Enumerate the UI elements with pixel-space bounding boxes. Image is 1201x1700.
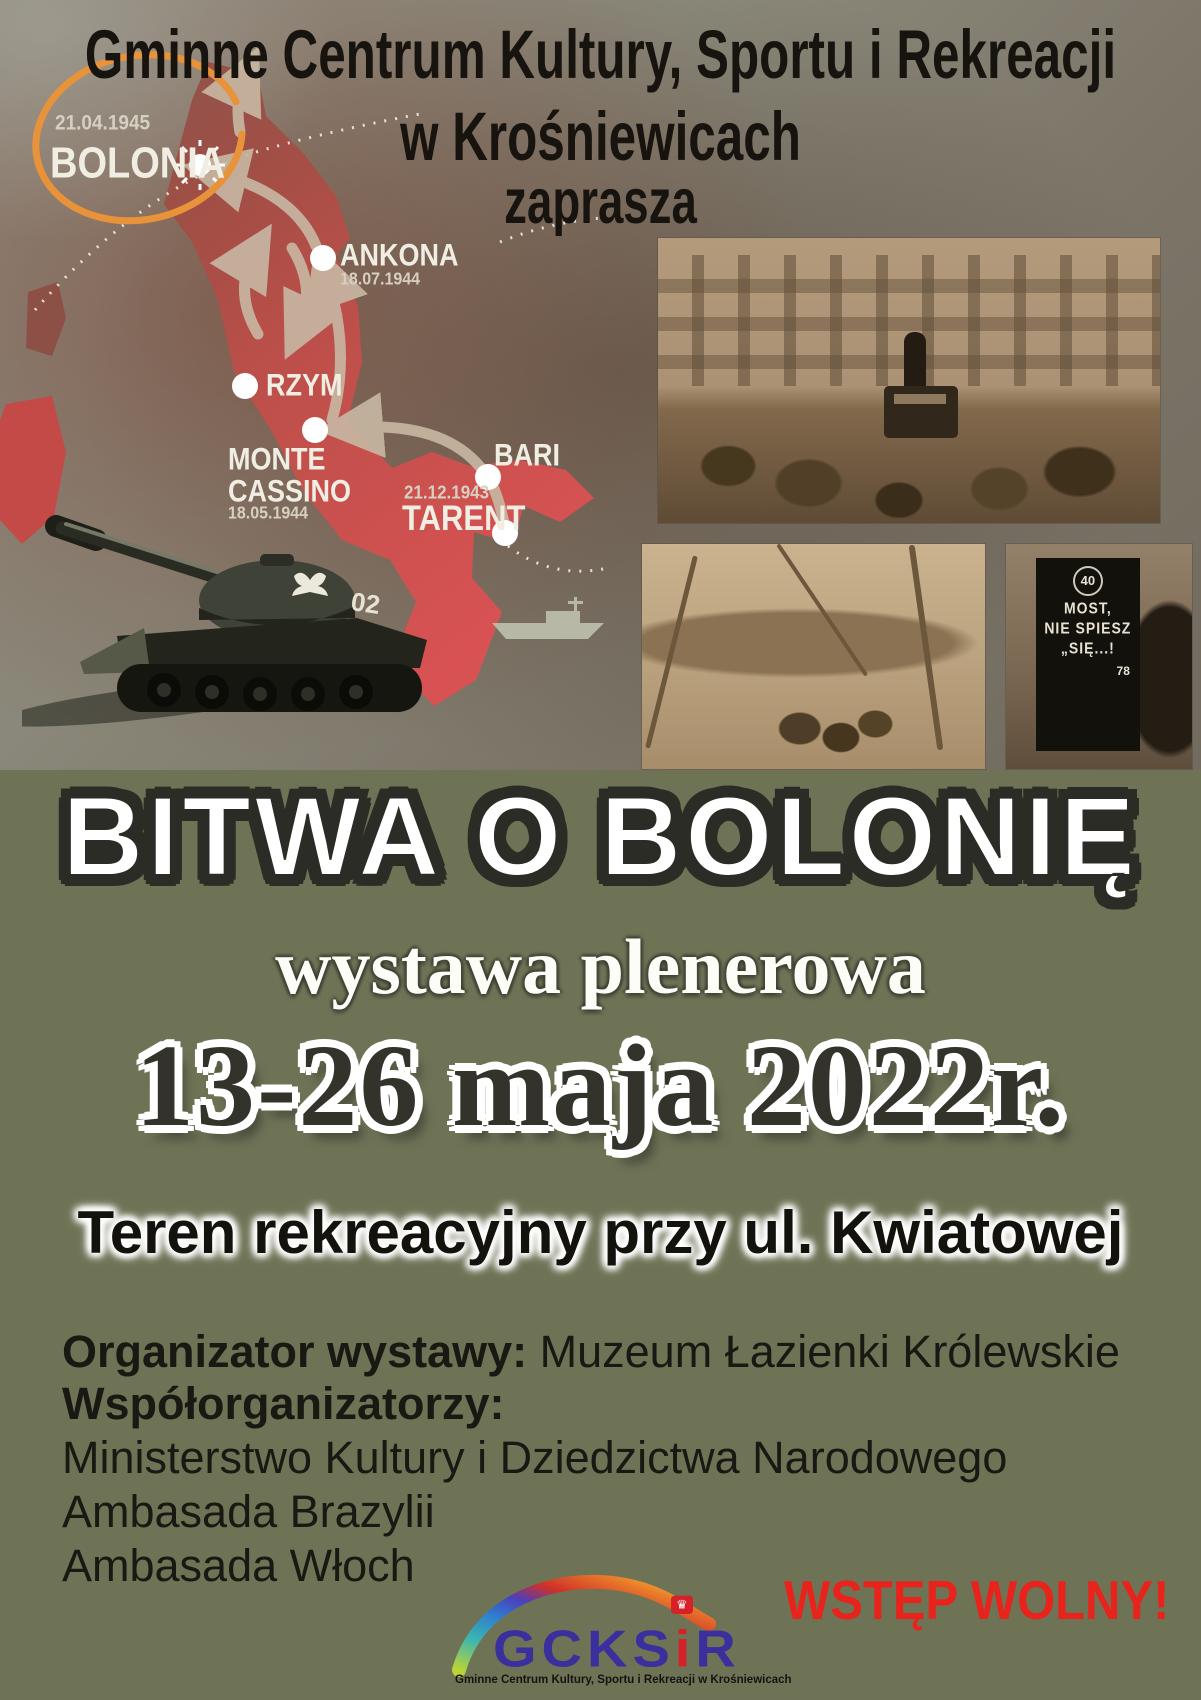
gcksir-logo (447, 1572, 792, 1692)
header-line1: Gminne Centrum Kultury, Sportu i Rekreacji (84, 17, 1117, 94)
free-admission-text: WSTĘP WOLNY! (783, 1569, 1169, 1631)
map-date-tarent: 21.12.1943 (404, 482, 490, 503)
coorganizer-item: Ministerstwo Kultury i Dziedzictwa Narodowego (62, 1432, 1008, 1483)
event-subtitle: wystawa plenerowa (275, 923, 926, 1010)
map-label-rzym: RZYM (266, 367, 343, 403)
corsica-island (26, 282, 66, 356)
bottom-info-section (0, 770, 1201, 1700)
map-label-bolonia: BOLONIA (50, 139, 226, 188)
tank-marking: 02 (349, 586, 382, 620)
photo-soldiers-field (642, 544, 985, 769)
photo-bridge-sign (1006, 544, 1192, 769)
photo-jeep (884, 386, 958, 438)
event-location: Teren rekreacyjny przy ul. Kwiatowej (77, 1199, 1124, 1266)
coorganizer-item: Ambasada Włoch (62, 1540, 415, 1591)
tank-illustration (22, 468, 452, 728)
coorganizer-item: Ambasada Brazylii (62, 1486, 435, 1537)
event-title: BITWA O BOLONIĘ (62, 774, 1139, 899)
top-collage-section (0, 0, 1201, 770)
photo-crowd-jeep (658, 238, 1160, 523)
bridge-sign-board: 40 MOST, NIE SPIESZ „SIĘ...! 78 (1036, 558, 1140, 752)
gcksir-caption: Gminne Centrum Kultury, Sportu i Rekreacji w Krośniewicach (455, 1674, 792, 1686)
map-date-monte-cassino: 18.05.1944 (228, 504, 309, 523)
map-label-ankona: ANKONA (340, 237, 459, 273)
header-line2: w Krośniewicach (400, 99, 801, 176)
organizer-value: Muzeum Łazienki Królewskie (539, 1326, 1120, 1377)
organizer-label: Organizator wystawy: (62, 1326, 528, 1377)
organizer-line (62, 1326, 1120, 1378)
ship-icon (488, 585, 610, 643)
sign-speed-limit: 40 (1073, 566, 1103, 596)
coorganizers-label: Współorganizatorzy: (62, 1378, 505, 1429)
map-label-monte-cassino: MONTE CASSINO (228, 441, 352, 508)
map-label-tarent: TARENT (402, 497, 526, 538)
gcksir-wordmark: GCKS ♛ iR (493, 1597, 741, 1678)
map-date-ankona: 18.07.1944 (340, 270, 421, 289)
event-dates: 13-26 maja 2022r. (135, 1020, 1066, 1151)
map-date-bolonia: 21.04.1945 (55, 112, 151, 136)
map-label-bari: BARI (494, 437, 560, 473)
header-line3: zaprasza (504, 167, 697, 238)
photo-standing-soldier (904, 332, 926, 388)
crown-icon: ♛ (671, 1596, 693, 1614)
